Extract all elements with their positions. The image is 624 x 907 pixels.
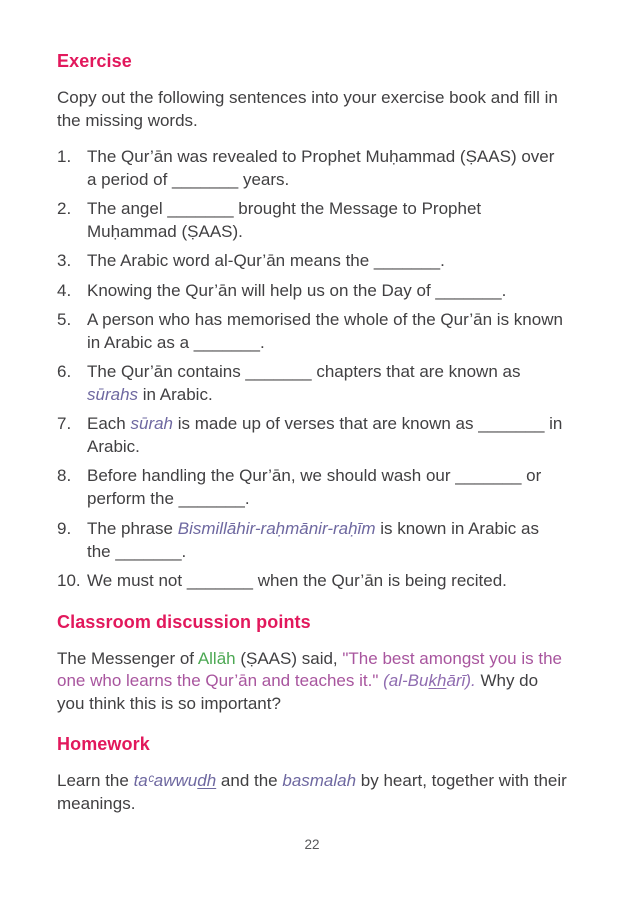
exercise-item-4 [57,280,567,303]
homework-heading: Homework [57,734,150,754]
item-number: 8. [57,466,72,485]
discussion-heading: Classroom discussion points [57,611,311,632]
exercise-list [57,146,567,593]
homework-paragraph: Learn the taᶜawwudh and the basmalah by heart, together with their meanings. [57,771,567,813]
item-text: A person who has memorised the whole of the Qur’ān is known in Arabic as a _______. [87,310,563,352]
exercise-intro: Copy out the following sentences into your exercise book and fill in the missing words. [57,88,558,130]
exercise-item-2 [57,198,567,243]
item-text: The phrase Bismillāhir-raḥmānir-raḥīm is known in Arabic as the _______. [87,519,539,561]
exercise-item-10 [57,570,567,593]
item-text: Knowing the Qur’ān will help us on the Day of _______. [87,280,507,300]
item-number: 1. [57,147,72,166]
exercise-item-1 [57,146,567,191]
discussion-paragraph: The Messenger of Allāh (ṢAAS) said, "The best amongst you is the one who learns the Qur’ān and teaches it." (al-Bukhārī). Why do you think this is so important? [57,648,562,713]
exercise-heading: Exercise [57,51,132,71]
item-number: 5. [57,310,72,329]
exercise-item-5 [57,309,567,354]
exercise-item-7 [57,413,567,458]
item-text: Each sūrah is made up of verses that are known as _______ in Arabic. [87,414,563,456]
item-number: 4. [57,280,72,300]
item-text: We must not _______ when the Qur’ān is being recited. [87,571,507,590]
item-number: 10. [57,571,81,590]
item-text: Before handling the Qur’ān, we should wash our _______ or perform the _______. [87,466,542,508]
item-number: 9. [57,519,72,538]
page-number: 22 [304,837,320,852]
exercise-item-8 [57,465,567,510]
exercise-item-6 [57,361,567,406]
item-number: 7. [57,414,72,433]
item-text: The Qur’ān contains _______ chapters that are known as sūrahs in Arabic. [87,362,521,404]
exercise-item-9 [57,518,567,563]
item-number: 2. [57,199,72,218]
item-text: The angel _______ brought the Message to Prophet Muḥammad (ṢAAS). [87,199,482,241]
item-number: 3. [57,251,72,270]
item-text: The Qur’ān was revealed to Prophet Muḥammad (ṢAAS) over a period of _______ years. [87,147,555,189]
exercise-item-3 [57,250,567,273]
item-text: The Arabic word al-Qur’ān means the _______. [87,251,445,270]
item-number: 6. [57,362,72,381]
